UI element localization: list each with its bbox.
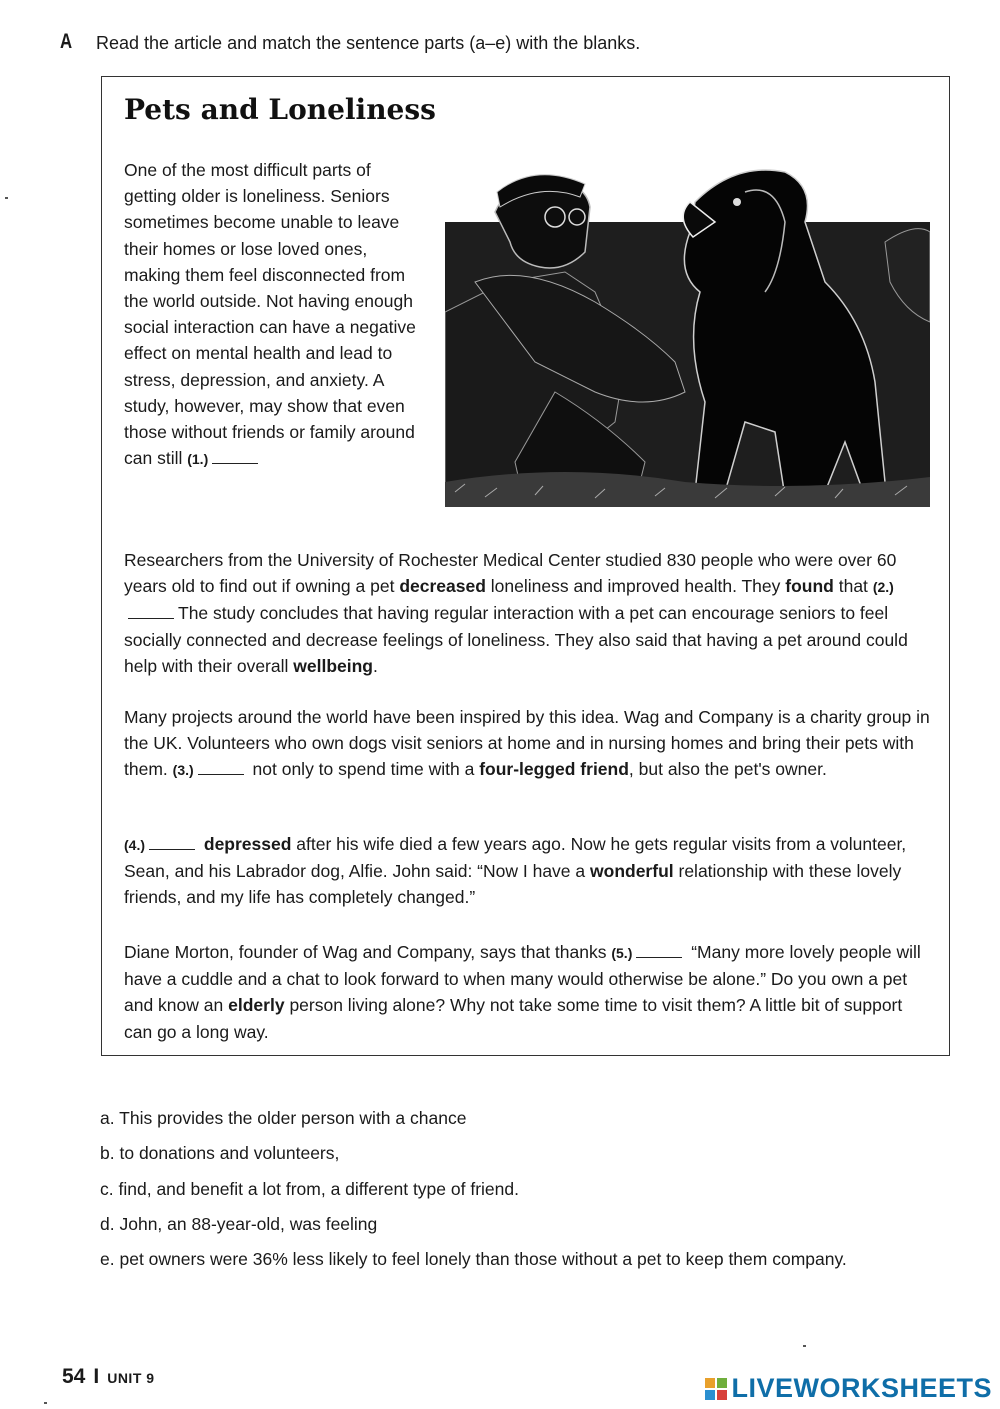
blank-1[interactable] [212, 462, 258, 464]
footer-separator: I [93, 1365, 100, 1388]
bold-word-decreased: decreased [399, 576, 486, 597]
blank-2-number: (2.) [872, 579, 894, 596]
option-text: John, an 88-year-old, was feeling [119, 1213, 378, 1234]
p1-text-5: . [373, 655, 378, 676]
bold-word-found: found [785, 576, 834, 597]
p4-text-2: “Many more lovely people will have a cuddle and a chat to look forward to when many would otherwise be alone.” Do you own a pet and know an [124, 942, 921, 1016]
intro-paragraph [124, 157, 424, 472]
scan-speck [44, 1402, 47, 1404]
p2-text-1: Many projects around the world have been inspired by this idea. Wag and Company is a charity group in the UK. Volunteers who own dogs visit seniors at home and in nursing homes and bring their pets with them. [124, 707, 930, 780]
instruction-text: Read the article and match the sentence parts (a–e) with the blanks. [96, 33, 641, 53]
blank-3-number: (3.) [172, 762, 194, 779]
option-c[interactable] [100, 1179, 847, 1214]
p2-text-2: not only to spend time with a [252, 759, 475, 780]
option-letter: b. [100, 1143, 115, 1164]
blank-1-number: (1.) [187, 451, 209, 468]
bold-word-wonderful: wonderful [590, 861, 674, 882]
liveworksheets-logo [705, 1373, 992, 1404]
blank-5[interactable] [636, 956, 682, 958]
bold-word-wellbeing: wellbeing [293, 655, 373, 676]
p1-text-3: that [838, 576, 868, 597]
option-d[interactable] [100, 1214, 847, 1249]
option-a[interactable] [100, 1108, 847, 1143]
liveworksheets-blocks-icon [705, 1378, 727, 1400]
article-title: Pets and Loneliness [124, 93, 436, 126]
article-box [101, 76, 950, 1056]
bold-word-elderly: elderly [228, 995, 285, 1016]
option-letter: a. [100, 1108, 115, 1128]
option-text: find, and benefit a lot from, a different type of friend. [118, 1178, 519, 1199]
option-text: to donations and volunteers, [119, 1143, 340, 1164]
p1-text-4: The study concludes that having regular interaction with a pet can encourage seniors to feel socially connected and decrease feelings of loneliness. They also said that having a pet around could help with their overall [124, 603, 908, 676]
option-letter: e. [100, 1249, 115, 1270]
man-with-dog-photo [445, 162, 930, 507]
p1-text-1: Researchers from the University of Rochester Medical Center studied 830 people who were over 60 years old to find out if owning a pet [124, 550, 897, 597]
page-footer [62, 1365, 155, 1389]
p4-text-3: person living alone? Why not take some time to visit them? A little bit of support can go a long way. [124, 995, 903, 1042]
p1-text-2: loneliness and improved health. They [490, 576, 781, 597]
blank-4-number: (4.) [124, 837, 145, 853]
option-text: pet owners were 36% less likely to feel lonely than those without a pet to keep them company. [119, 1249, 847, 1270]
p3-text-1: after his wife died a few years ago. Now he gets regular visits from a volunteer, Sean, and his Labrador dog, Alfie. John said: “Now I have a [124, 834, 907, 882]
p2-text-3: , but also the pet's owner. [628, 759, 827, 780]
paragraph-john [124, 831, 934, 911]
scan-speck [5, 197, 8, 199]
paragraph-diane [124, 939, 934, 1045]
option-e[interactable] [100, 1249, 847, 1284]
blank-3[interactable] [198, 773, 244, 775]
p3-text-2: relationship with these lovely friends, and my life has completely changed.” [124, 861, 902, 908]
brand-name: LIVEWORKSHEETS [731, 1373, 992, 1403]
blank-4[interactable] [149, 848, 195, 850]
option-letter: d. [100, 1213, 115, 1234]
scan-speck [803, 1345, 806, 1347]
paragraph-projects [124, 704, 934, 784]
option-letter: c. [100, 1178, 114, 1199]
option-text: This provides the older person with a chance [119, 1108, 467, 1128]
p4-text-1: Diane Morton, founder of Wag and Company, says that thanks [124, 942, 607, 962]
unit-label: UNIT 9 [107, 1370, 155, 1386]
page-number: 54 [62, 1365, 86, 1388]
bold-word-four-legged-friend: four-legged friend [479, 759, 629, 780]
intro-text: One of the most difficult parts of getting older is loneliness. Seniors sometimes become unable to leave their homes or lose loved ones, making them feel disconnected from the world outside. Not having enough social interaction can have a negative effect on mental health and lead to stress, depression, and anxiety. A study, however, may show that even those without friends or family around can still [124, 160, 416, 469]
blank-2[interactable] [128, 617, 174, 619]
blank-5-number: (5.) [611, 945, 633, 961]
option-b[interactable] [100, 1143, 847, 1178]
paragraph-research [124, 547, 934, 679]
section-letter: A [60, 30, 73, 53]
answer-options [100, 1108, 847, 1284]
bold-word-depressed: depressed [203, 834, 292, 854]
